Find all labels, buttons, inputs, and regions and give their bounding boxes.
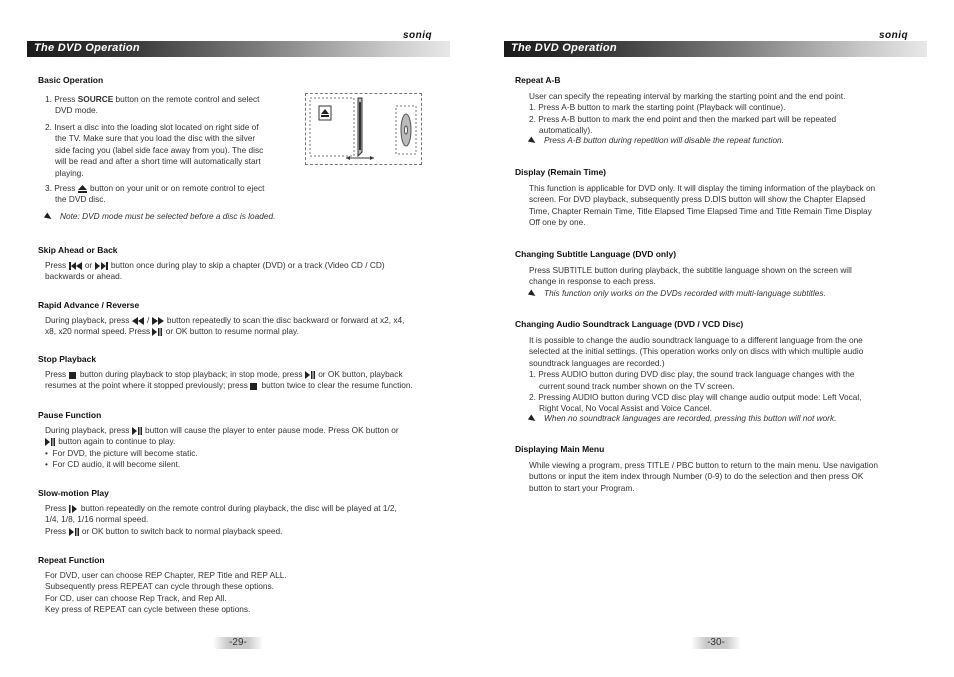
disc-loading-figure — [305, 93, 422, 165]
note-arrow-icon — [44, 212, 53, 221]
bullet: • — [45, 459, 53, 470]
slow-motion-icon — [69, 505, 79, 513]
repeat-text: For DVD, user can choose REP Chapter, REP Title and REP ALL. Subsequently press REPEAT can cycle through these options. For CD, user can choose Rep Track, and Rep All. Key press of REPEAT can cycle between these options. — [45, 570, 287, 615]
slow-text: Press button repeatedly on the remote control during playback, the disc will be played at 1/2, 1/4, 1/8, 1/16 normal speed. Press or OK button to switch back to normal playback speed. — [45, 503, 397, 536]
stop-text: Press button during playback to stop playback; in stop mode, press or OK button, playback resumes at the point where it stopped previously; press button twice to clear the resume function. — [45, 369, 413, 391]
repeat-heading: Repeat Function — [38, 555, 105, 565]
stop-heading: Stop Playback — [38, 354, 97, 364]
section-header-title: The DVD Operation — [511, 42, 617, 54]
section-header-title: The DVD Operation — [34, 42, 140, 54]
basic-step-1: 1. Press SOURCE button on the remote control and select DVD mode. — [45, 94, 260, 116]
display-heading: Display (Remain Time) — [515, 167, 607, 177]
rapid-text: During playback, press / button repeatedly to scan the disc backward or forward at x2, x4, x8, x20 normal speed. Press or OK button to resume normal play. — [45, 315, 405, 337]
fast-forward-icon — [152, 317, 165, 325]
repeat-ab-note: Press A-B button during repetition will disable the repeat function. — [529, 135, 784, 146]
menu-text: While viewing a program, press TITLE / PBC button to return to the main menu. Use navigation buttons or input the item index through Number (0-9) to do the selection and then press OK button to start your Program. — [529, 460, 878, 493]
play-pause-icon — [152, 328, 163, 336]
eject-icon — [78, 185, 88, 193]
right-page — [477, 0, 954, 677]
section-header-bar — [504, 41, 927, 57]
skip-text: Press or button once during play to skip a chapter (DVD) or a track (Video CD / CD) backwards or ahead. — [45, 260, 385, 282]
pause-heading: Pause Function — [38, 410, 102, 420]
brand-logo: soniq — [403, 30, 433, 41]
note-arrow-icon — [528, 414, 537, 423]
basic-operation-heading: Basic Operation — [38, 75, 104, 85]
basic-note: Note: DVD mode must be selected before a disc is loaded. — [45, 211, 275, 222]
rewind-icon — [132, 317, 145, 325]
stop-icon — [250, 382, 259, 390]
skip-forward-icon — [95, 262, 109, 270]
repeat-ab-text: User can specify the repeating interval by marking the starting point and the end point. 1. Press A-B button to mark the starting point (Playback will continue). 2. Press A-B button to mark the end point and then the marked part will be repeated automatically). — [529, 91, 846, 136]
stop-icon — [69, 371, 78, 379]
skip-heading: Skip Ahead or Back — [38, 245, 118, 255]
subtitle-note: This function only works on the DVDs recorded with multi-language subtitles. — [529, 288, 826, 299]
play-pause-icon — [69, 528, 80, 536]
play-pause-icon — [45, 438, 56, 446]
subtitle-text: Press SUBTITLE button during playback, the subtitle language shown on the screen will change in response to each press. — [529, 265, 852, 287]
pause-text: During playback, press button will cause the player to enter pause mode. Press OK button or button again to continue to play. • For DVD, the picture will become static. • For CD audio, it will become silent. — [45, 425, 399, 470]
skip-back-icon — [69, 262, 83, 270]
subtitle-heading: Changing Subtitle Language (DVD only) — [515, 249, 677, 259]
page-number: -30- — [691, 637, 741, 649]
section-header-bar — [27, 41, 450, 57]
bullet: • — [45, 447, 53, 458]
slow-heading: Slow-motion Play — [38, 488, 109, 498]
display-text: This function is applicable for DVD only. It will display the timing information of the playback on screen. For DVD playback, subsequently press D.DIS button will show the Chapter Elapsed Time, Chapter Remain Time, Title Elapsed Time Elapsed Time and Title Remain Time Display Off one by one. — [529, 183, 876, 228]
page-number: -29- — [213, 637, 263, 649]
brand-logo: soniq — [879, 30, 909, 41]
audio-note: When no soundtrack languages are recorded, pressing this button will not work. — [529, 413, 836, 424]
note-arrow-icon — [528, 136, 537, 145]
audio-heading: Changing Audio Soundtrack Language (DVD / VCD Disc) — [515, 319, 744, 329]
rapid-heading: Rapid Advance / Reverse — [38, 300, 140, 310]
play-pause-icon — [132, 427, 143, 435]
audio-text: It is possible to change the audio soundtrack language to a different language from the one selected at the initial settings. (This operation works only on discs with which multiple audio soundtrack languages are recorded.) 1. Press AUDIO button during DVD disc play, the sound track language changes with the current sound track number shown on the TV screen. 2. Pressing AUDIO button during VCD disc play will change audio output mode: Left Vocal, Right Vocal, No Vocal Assist and Voice Cancel. — [529, 335, 864, 414]
basic-step-2: 2. Insert a disc into the loading slot located on right side of the TV. Make sure that you load the disc with the silver side facing you (label side face away from you). The disc will be read and after a short time will automatically start playing. — [45, 122, 264, 178]
repeat-ab-heading: Repeat A-B — [515, 75, 561, 85]
note-arrow-icon — [528, 289, 537, 298]
menu-heading: Displaying Main Menu — [515, 444, 605, 454]
play-pause-icon — [305, 371, 316, 379]
basic-step-3: 3. Press button on your unit or on remote control to eject the DVD disc. — [45, 183, 265, 205]
